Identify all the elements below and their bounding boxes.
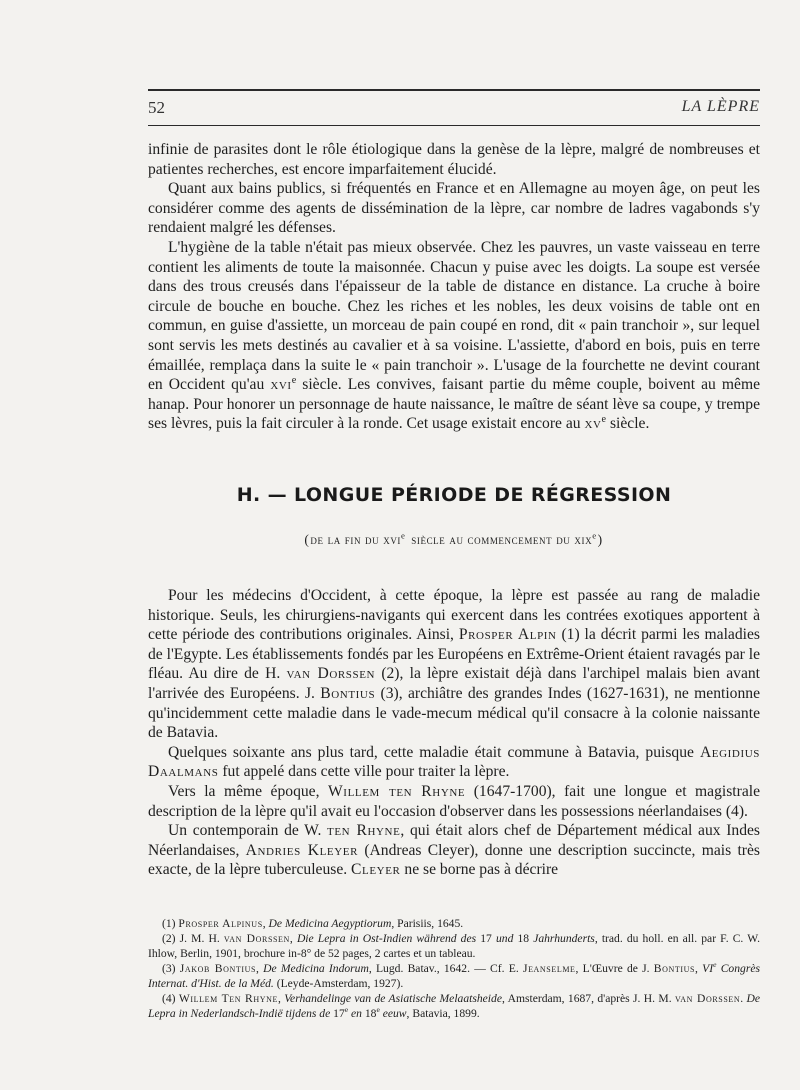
footnote: (4) Willem Ten Rhyne, Verhandelinge van de Asiatische Melaatsheide, Amsterdam, 1687, d'après J. H. M. van Dorssen. De Lepra in Nederlandsch-Indië tijdens de 17e en 18e eeuw, Batavia, 1899.	[148, 992, 761, 1020]
footnote: (2) J. M. H. van Dorssen, Die Lepra in Ost-Indien während des 17 und 18 Jahrhunderts, trad. du holl. en all. par F. C. W. Ihlow, Berlin, 1901, brochure in-8° de 52 pages, 2 cartes et un tableau.	[148, 932, 761, 960]
paragraph: infinie de parasites dont le rôle étiologique dans la genèse de la lèpre, malgré de nombreuses et patientes recherches, est encore imparfaitement élucidé.	[148, 141, 760, 178]
paragraph: Vers la même époque, Willem ten Rhyne (1647-1700), fait une longue et magistrale description de la lèpre qu'il avait eu l'occasion d'observer dans les possessions néerlandaises (4).	[148, 782, 760, 820]
footnote: (1) Prosper Alpinus, De Medicina Aegyptiorum, Parisiis, 1645.	[162, 917, 464, 930]
header-rule-bottom	[148, 125, 760, 126]
footnotes	[148, 916, 760, 1021]
running-title: LA LÈPRE	[681, 98, 760, 115]
header-rule-top	[148, 89, 760, 91]
paragraph: Un contemporain de W. ten Rhyne, qui était alors chef de Département médical aux Indes Néerlandaises, Andries Kleyer (Andreas Cleyer), donne une description succincte, mais très exacte, de la lèpre tuberculeuse. Cleyer ne se borne pas à décrire	[148, 822, 760, 879]
paragraph: L'hygiène de la table n'était pas mieux observée. Chez les pauvres, un vaste vaisseau en terre contient les aliments de toute la maisonnée. Chacun y puise avec les doigts. La soupe est versée dans des trous creusés dans l'épaisseur de la table de distance en distance. La cruche à boire circule de bouche en bouche. Chez les riches et les nobles, les deux voisins de table ont en commun, en guise d'assiette, un morceau de pain coupé en rond, dit « pain tranchoir », sur lequel sont servis les mets destinés au cavalier et à sa voisine. L'assiette, d'abord en bois, puis en terre émaillée, remplaça dans la suite le « pain tranchoir ». L'usage de la fourchette ne devint courant en Occident qu'au xvi$^e$ siècle. Les convives, faisant partie du même couple, boivent au même hanap. Pour honorer un personnage de haute naissance, le maître de séant lève sa coupe, y trempe ses lèvres, puis la fait circuler à la ronde. Cet usage existait encore au $xv^e$ siècle.	[148, 238, 760, 433]
section-title: H. — LONGUE PÉRIODE DE RÉGRESSION	[236, 484, 672, 506]
paragraph: Quant aux bains publics, si fréquentés en France et en Allemagne au moyen âge, on peut les considérer comme des agents de dissémination de la lèpre, car nombre de ladres vagabonds s'y rendaient malgré les défenses.	[148, 180, 760, 237]
section-subtitle: (de la fin du xvi$^e$ siècle au commencement du xix$^e$)	[304, 530, 604, 547]
body-text-lower	[148, 586, 760, 880]
body-text-upper	[148, 140, 760, 434]
page-header	[148, 98, 760, 122]
paragraph: Quelques soixante ans plus tard, cette maladie était commune à Batavia, puisque Aegidius Daalmans fut appelé dans cette ville pour traiter la lèpre.	[148, 743, 760, 781]
paragraph: Pour les médecins d'Occident, à cette époque, la lèpre est passée au rang de maladie historique. Seuls, les chirurgiens-navigants qui exercent dans les contrées exotiques apportent à cette période des contributions originales. Ainsi, Prosper Alpin (1) la décrit parmi les maladies de l'Egypte. Les établissements fondés par les Européens en Extrême-Orient étaient ravagés par le fléau. Au dire de H. van Dorssen (2), la lèpre existait déjà dans l'archipel malais bien avant l'arrivée des Européens. J. Bontius (3), archiâtre des grandes Indes (1627-1631), ne mentionne qu'incidemment cette maladie dans le vade-mecum médical qu'il consacre à la colonie naissante de Batavia.	[148, 587, 760, 742]
footnote: (3) Jakob Bontius, De Medicina Indorum, Lugd. Batav., 1642. — Cf. E. Jeanselme, L'Œuvre de J. Bontius, VIe Congrès Internat. d'Hist. de la Méd. (Leyde-Amsterdam, 1927).	[148, 960, 760, 990]
page-number: 52	[148, 98, 165, 117]
